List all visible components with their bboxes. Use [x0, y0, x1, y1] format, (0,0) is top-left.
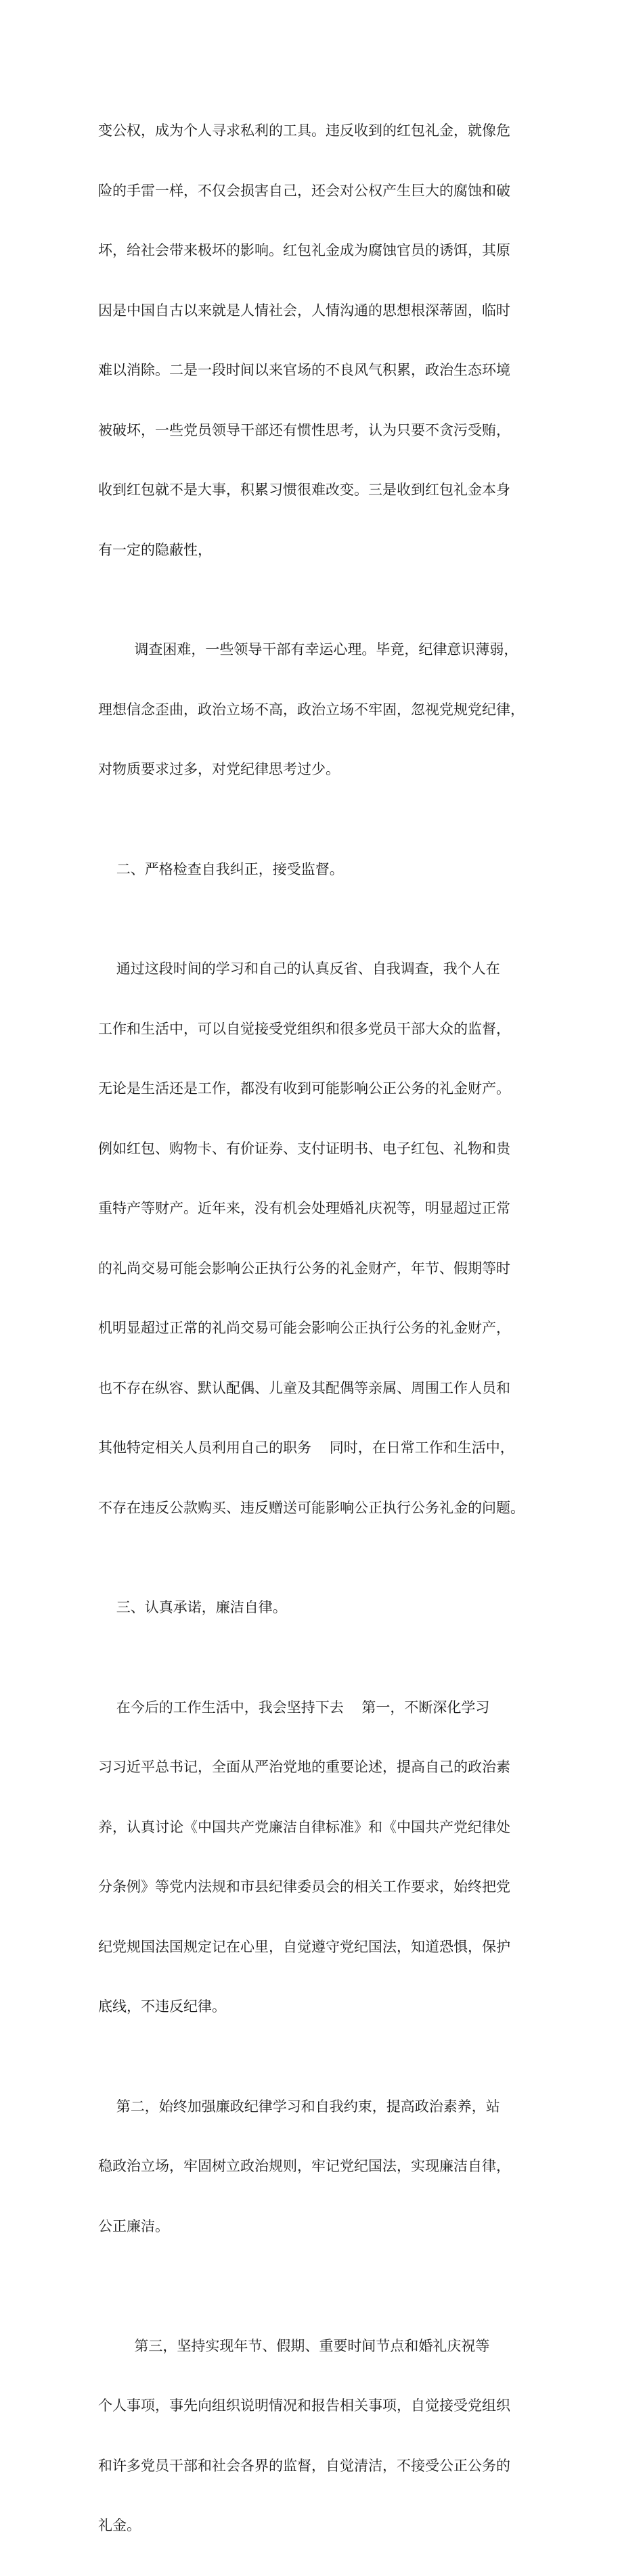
text-line: 坏，给社会带来极坏的影响。红包礼金成为腐蚀官员的诱饵，其原 — [98, 242, 510, 258]
text-line: 理想信念歪曲，政治立场不高，政治立场不牢固，忽视党规党纪律， — [98, 701, 525, 718]
text-line: 难以消除。二是一段时间以来官场的不良风气积累，政治生态环境 — [98, 362, 510, 378]
text-line: 也不存在纵容、默认配偶、儿童及其配偶等亲属、周围工作人员和 — [98, 1379, 510, 1396]
text-line: 第二，始终加强廉政纪律学习和自我约束，提高政治素养，站 — [98, 2098, 500, 2115]
text-line: 底线，不违反纪律。 — [98, 1998, 226, 2015]
paragraph-self-inspection — [98, 919, 548, 1558]
text-line: 无论是生活还是工作，都没有收到可能影响公正公务的礼金财产。 — [98, 1080, 510, 1097]
text-line: 的礼尚交易可能会影响公正执行公务的礼金财产，年节、假期等时 — [98, 1260, 510, 1276]
text-line: 被破坏，一些党员领导干部还有惯性思考，认为只要不贪污受贿， — [98, 421, 510, 438]
text-line: 分条例》等党内法规和市县纪律委员会的相关工作要求，始终把党 — [98, 1879, 510, 1895]
text-line: 其他特定相关人员利用自己的职务 同时，在日常工作和生活中， — [98, 1440, 514, 1456]
text-line: 不存在违反公款购买、违反赠送可能影响公正执行公务礼金的问题。 — [98, 1499, 525, 1516]
text-line: 机明显超过正常的礼尚交易可能会影响公正执行公务的礼金财产， — [98, 1320, 510, 1336]
text-line: 有一定的隐蔽性， — [98, 541, 212, 558]
paragraph-commitment-second — [98, 2057, 548, 2277]
text-line: 礼金。 — [98, 2517, 141, 2533]
heading-line: 二、严格检查自我纠正，接受监督。 — [98, 860, 344, 877]
text-line: 和许多党员干部和社会各界的监督，自觉清洁，不接受公正公务的 — [98, 2457, 510, 2474]
text-line: 收到红包就不是大事，积累习惯很难改变。三是收到红包礼金本身 — [98, 482, 510, 498]
text-line: 公正廉洁。 — [98, 2217, 169, 2234]
paragraph-gap — [98, 2276, 548, 2297]
text-line: 纪党规国法国规定记在心里，自觉遵守党纪国法，知道恐惧，保护 — [98, 1938, 510, 1955]
paragraph-commitment-third — [98, 2297, 548, 2576]
section-heading-three — [98, 1558, 548, 1658]
text-line: 例如红包、购物卡、有价证券、支付证明书、电子红包、礼物和贵 — [98, 1140, 510, 1157]
text-line: 对物质要求过多，对党纪律思考过少。 — [98, 761, 340, 777]
document-body — [98, 81, 548, 2576]
text-line: 重特产等财产。近年来，没有机会处理婚礼庆祝等，明显超过正常 — [98, 1200, 510, 1216]
text-line: 因是中国自古以来就是人情社会，人情沟通的思想根深蒂固，临时 — [98, 302, 510, 319]
text-line: 稳政治立场，牢固树立政治规则，牢记党纪国法，实现廉洁自律， — [98, 2158, 510, 2174]
text-line: 第三，坚持实现年节、假期、重要时间节点和婚礼庆祝等 — [98, 2337, 490, 2354]
paragraph-corruption-causes — [98, 81, 548, 600]
heading-line: 三、认真承诺，廉洁自律。 — [98, 1599, 287, 1615]
text-line: 险的手雷一样，不仅会损害自己，还会对公权产生巨大的腐蚀和破 — [98, 182, 510, 199]
text-line: 工作和生活中，可以自觉接受党组织和很多党员干部大众的监督， — [98, 1020, 510, 1037]
text-line: 个人事项，事先向组织说明情况和报告相关事项，自觉接受党组织 — [98, 2397, 510, 2414]
text-line: 通过这段时间的学习和自己的认真反省、自我调查，我个人在 — [98, 961, 500, 977]
paragraph-commitment-first — [98, 1658, 548, 2057]
text-line: 养，认真讨论《中国共产党廉洁自律标准》和《中国共产党纪律处 — [98, 1818, 510, 1835]
text-line: 习习近平总书记，全面从严治党地的重要论述，提高自己的政治素 — [98, 1759, 510, 1775]
paragraph-investigation-difficulty — [98, 600, 548, 820]
section-heading-two — [98, 820, 548, 920]
text-line: 在今后的工作生活中，我会坚持下去 第一，不断深化学习 — [98, 1699, 490, 1716]
text-line: 变公权，成为个人寻求私利的工具。违反收到的红包礼金，就像危 — [98, 122, 510, 139]
text-line: 调查困难，一些领导干部有幸运心理。毕竟，纪律意识薄弱， — [98, 641, 518, 658]
